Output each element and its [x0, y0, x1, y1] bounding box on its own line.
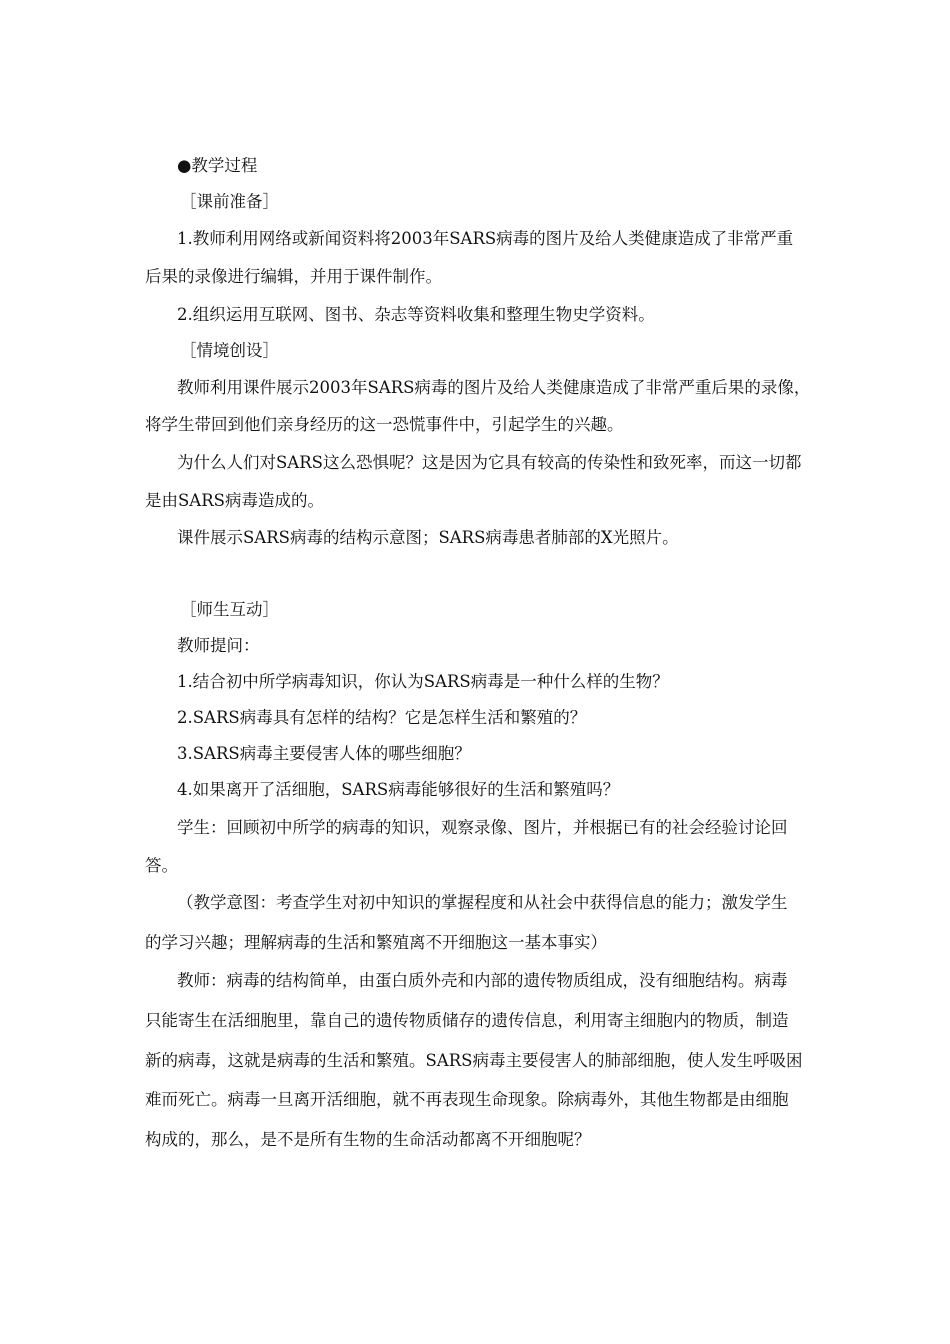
paragraph-line: 后果的录像进行编辑，并用于课件制作。: [145, 267, 442, 286]
paragraph-line: 为什么人们对SARS这么恐惧呢？这是因为它具有较高的传染性和致死率，而这一切都: [177, 453, 802, 472]
question-item: 4.如果离开了活细胞，SARS病毒能够很好的生活和繁殖吗？: [177, 780, 620, 799]
subheading-preparation: ［课前准备］: [180, 192, 279, 211]
question-item: 2.SARS病毒具有怎样的结构？它是怎样生活和繁殖的？: [177, 708, 587, 727]
paragraph-line: 将学生带回到他们亲身经历的这一恐慌事件中，引起学生的兴趣。: [145, 415, 624, 434]
paragraph-line: 学生：回顾初中所学的病毒的知识，观察录像、图片，并根据已有的社会经验讨论回: [177, 818, 788, 837]
paragraph-line: 新的病毒，这就是病毒的生活和繁殖。SARS病毒主要侵害人的肺部细胞，使人发生呼吸困: [145, 1051, 803, 1070]
section-heading-teaching-process: ●教学过程: [177, 156, 258, 175]
paragraph-line: 的学习兴趣；理解病毒的生活和繁殖离不开细胞这一基本事实）: [145, 933, 607, 952]
paragraph-line: （教学意图：考查学生对初中知识的掌握程度和从社会中获得信息的能力；激发学生: [177, 893, 788, 912]
paragraph-line: 是由SARS病毒造成的。: [145, 491, 324, 510]
subheading-scenario: ［情境创设］: [180, 341, 279, 360]
paragraph-line: 教师利用课件展示2003年SARS病毒的图片及给人类健康造成了非常严重后果的录像，: [177, 378, 811, 397]
subheading-interaction: ［师生互动］: [180, 600, 279, 619]
paragraph-line: 课件展示SARS病毒的结构示意图；SARS病毒患者肺部的X光照片。: [177, 528, 679, 547]
question-item: 1.结合初中所学病毒知识，你认为SARS病毒是一种什么样的生物？: [177, 672, 669, 691]
paragraph-line: 答。: [145, 856, 178, 875]
question-item: 3.SARS病毒主要侵害人体的哪些细胞？: [177, 744, 471, 763]
paragraph-line: 构成的，那么，是不是所有生物的生命活动都离不开细胞呢？: [145, 1130, 591, 1149]
paragraph-line: 难而死亡。病毒一旦离开活细胞，就不再表现生命现象。除病毒外，其他生物都是由细胞: [145, 1090, 789, 1109]
paragraph-line: 1.教师利用网络或新闻资料将2003年SARS病毒的图片及给人类健康造成了非常严重: [177, 229, 794, 248]
paragraph-line: 2.组织运用互联网、图书、杂志等资料收集和整理生物史学资料。: [177, 305, 655, 324]
paragraph-line: 教师提问：: [177, 636, 260, 655]
paragraph-line: 只能寄生在活细胞里，靠自己的遗传物质储存的遗传信息，利用寄主细胞内的物质，制造: [145, 1011, 789, 1030]
paragraph-line: 教师：病毒的结构简单，由蛋白质外壳和内部的遗传物质组成，没有细胞结构。病毒: [177, 971, 788, 990]
